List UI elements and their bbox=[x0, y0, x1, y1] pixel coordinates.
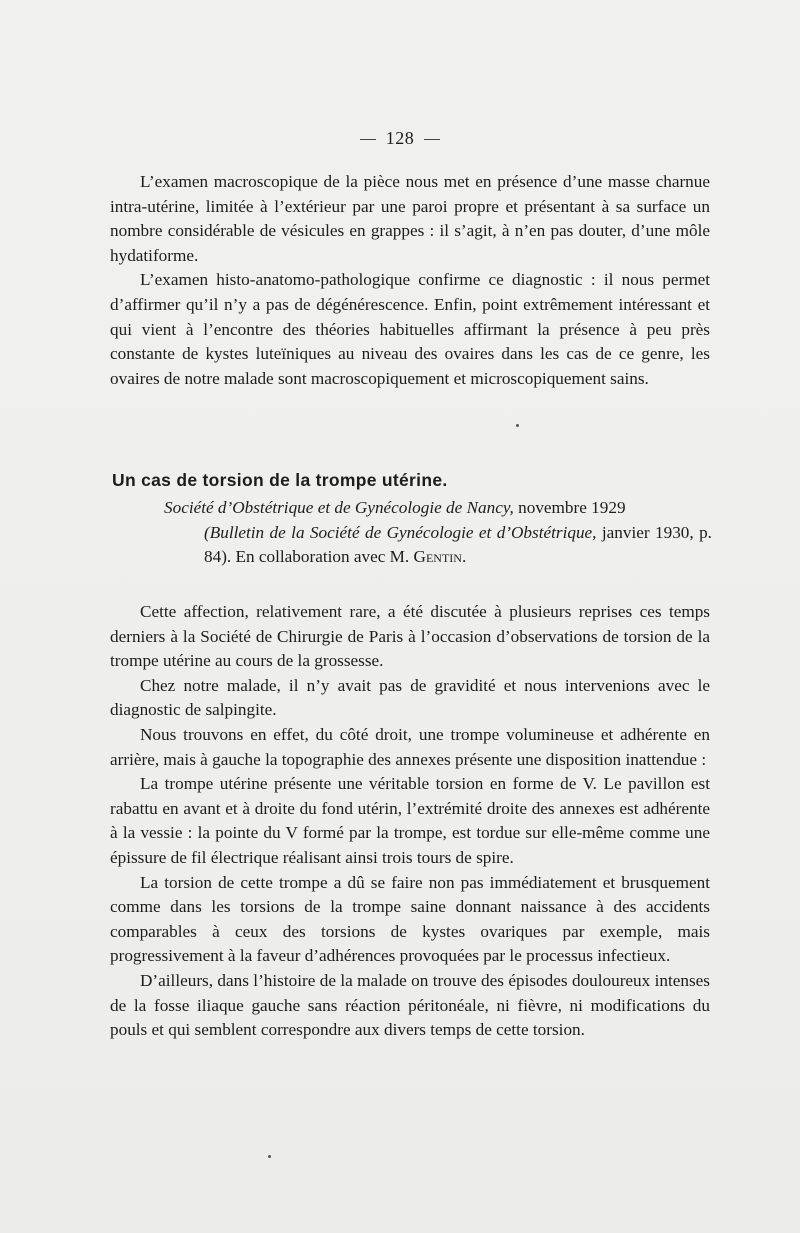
page-number bbox=[0, 128, 800, 149]
citation-bulletin: (Bulletin de la Société de Gynécologie et d’Obstétrique, bbox=[204, 522, 597, 542]
citation-date: novembre 1929 bbox=[513, 498, 626, 517]
intro-paragraph: L’examen macroscopique de la pièce nous met en présence d’une masse charnue intra-utérine, limitée à l’extérieur par une paroi propre et présentant à sa surface un nombre considérable de vésicules en grappes : il s’agit, à n’en pas douter, d’une môle hydatiforme. bbox=[110, 172, 710, 265]
page-number-dash-left bbox=[360, 139, 376, 140]
citation-line bbox=[164, 498, 626, 517]
page-number-value: 128 bbox=[385, 128, 415, 148]
section-title: Un cas de torsion de la trompe utérine. bbox=[112, 470, 448, 490]
body-paragraph: Chez notre malade, il n’y avait pas de gravidité et nous intervenions avec le diagnostic de salpingite. bbox=[110, 675, 710, 720]
section-body bbox=[110, 600, 710, 1043]
citation-end: . bbox=[461, 547, 467, 566]
page-number-dash-right bbox=[424, 139, 440, 140]
intro-text bbox=[110, 170, 710, 391]
print-speck bbox=[268, 1155, 271, 1158]
section-citation bbox=[164, 496, 712, 570]
citation-issue: janvier 1930, p. 84). En collaboration avec M. bbox=[204, 522, 712, 566]
body-paragraph: La torsion de cette trompe a dû se faire non pas immédiatement et brusquement comme dans les torsions de la trompe saine donnant naissance à des accidents comparables à ceux des torsions de kystes ovariques par exemple, mais progressivement à la faveur d’adhérences provoquées par le processus infectieux. bbox=[110, 872, 710, 966]
citation-author: Gentin bbox=[413, 547, 462, 566]
print-speck bbox=[516, 424, 519, 427]
body-paragraph: D’ailleurs, dans l’histoire de la malade on trouve des épisodes douloureux intenses de la fosse iliaque gauche sans réaction péritonéale, ni fièvre, ni modifications du pouls et qui semblent correspondre aux divers temps de cette torsion. bbox=[110, 970, 710, 1040]
body-paragraph: Nous trouvons en effet, du côté droit, une trompe volumineuse et adhérente en arrière, mais à gauche la topographie des annexes présente une disposition inattendue : bbox=[110, 724, 710, 769]
body-paragraph: La trompe utérine présente une véritable torsion en forme de V. Le pavillon est rabattu en avant et à droite du fond utérin, l’extrémité droite des annexes est adhérente à la vessie : la pointe du V formé par la trompe, est tordue sur elle-même comme une épissure de fil électrique réalisant ainsi trois tours de spire. bbox=[110, 774, 710, 867]
citation-continuation bbox=[164, 521, 712, 570]
body-paragraph: Cette affection, relativement rare, a été discutée à plusieurs reprises ces temps derniers à la Société de Chirurgie de Paris à l’occasion d’observations de torsion de la trompe utérine au cours de la grossesse. bbox=[110, 602, 710, 671]
citation-society: Société d’Obstétrique et de Gynécologie de Nancy, bbox=[164, 498, 514, 517]
intro-paragraph: L’examen histo-anatomo-pathologique confirme ce diagnostic : il nous permet d’affirmer qu’il n’y a pas de dégénérescence. Enfin, point extrêmement intéressant et qui vient à l’encontre des théories habituelles affirmant la présence à peu près constante de kystes luteïniques au niveau des ovaires dans les cas de ce genre, les ovaires de notre malade sont macroscopiquement et microscopiquement sains. bbox=[110, 270, 710, 388]
